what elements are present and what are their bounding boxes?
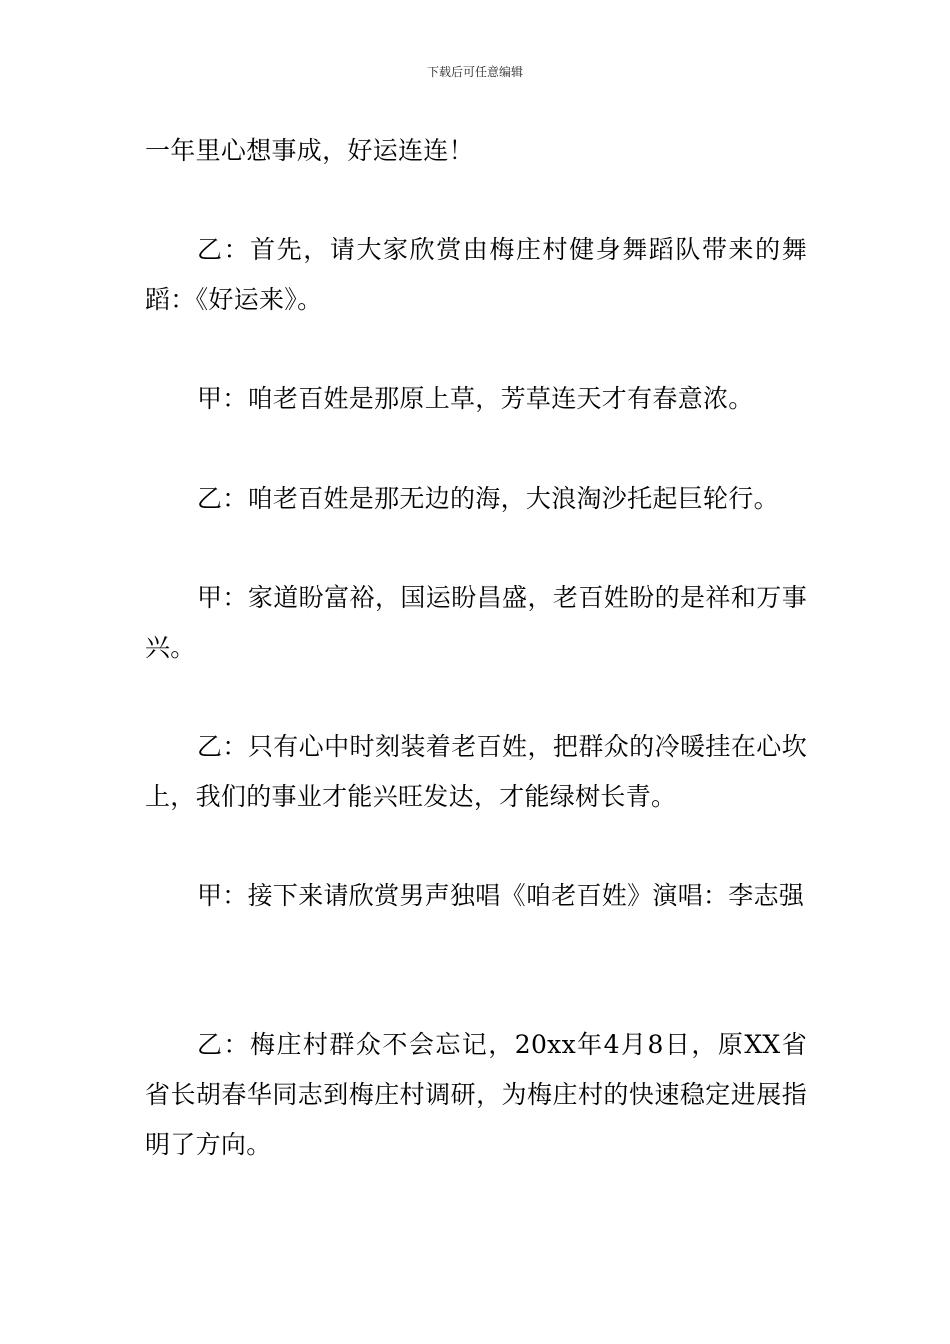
paragraph-dialogue: 乙：只有心中时刻装着老百姓，把群众的冷暖挂在心坎上，我们的事业才能兴旺发达，才能绿树长青。 [145, 732, 807, 811]
paragraph-continuation: 一年里心想事成，好运连连！ [145, 136, 474, 165]
page-header-note: 下载后可任意编辑 [426, 65, 523, 79]
paragraph-dialogue: 甲：家道盼富裕，国运盼昌盛，老百姓盼的是祥和万事兴。 [145, 583, 807, 662]
paragraph-dialogue: 甲：接下来请欣赏男声独唱《咱老百姓》演唱：李志强 [197, 881, 805, 910]
paragraph-dialogue: 乙：咱老百姓是那无边的海，大浪淘沙托起巨轮行。 [197, 484, 779, 513]
paragraph-dialogue: 乙：梅庄村群众不会忘记，20xx年4月8日，原XX省省长胡春华同志到梅庄村调研，为梅庄村的快速稳定进展指明了方向。 [145, 1030, 807, 1159]
paragraph-dialogue: 乙：首先，请大家欣赏由梅庄村健身舞蹈队带来的舞蹈：《好运来》。 [145, 235, 807, 314]
paragraph-dialogue: 甲：咱老百姓是那原上草，芳草连天才有春意浓。 [197, 384, 754, 413]
